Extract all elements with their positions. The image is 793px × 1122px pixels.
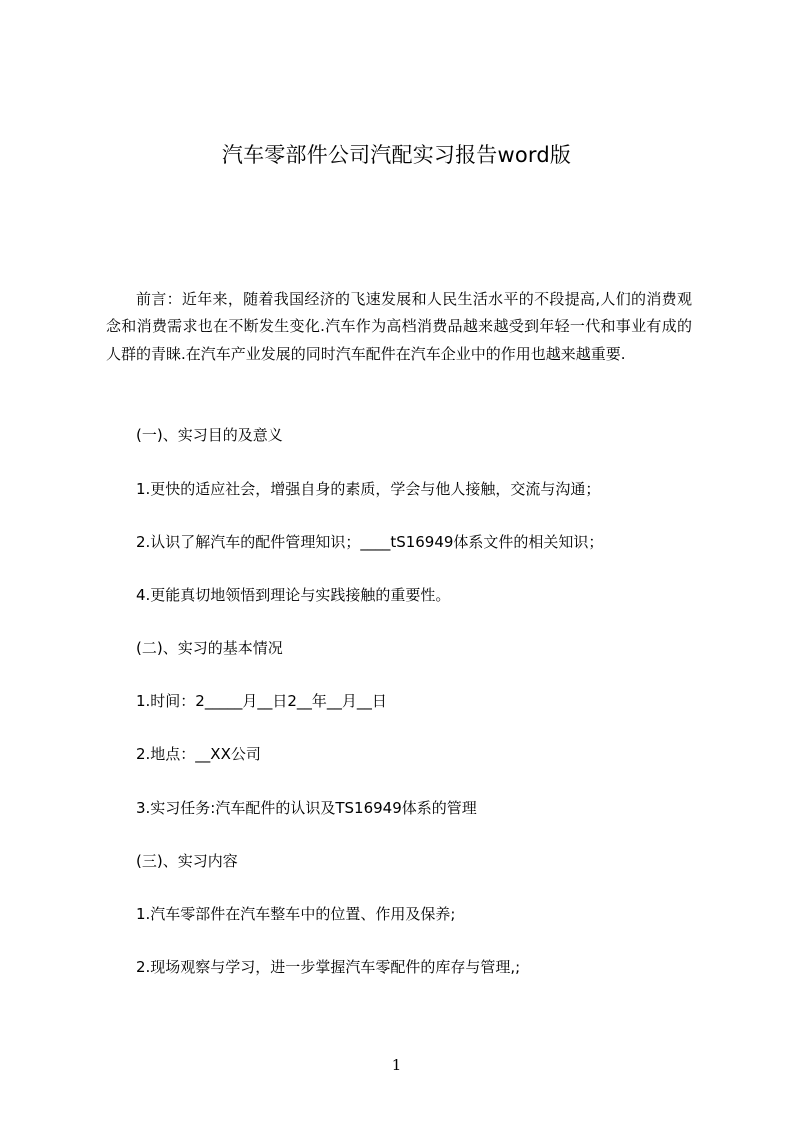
section-heading-content: (三)、实习内容 xyxy=(136,852,238,870)
basic-info-time: 1.时间：2_____月__日2__年__月__日 xyxy=(136,692,387,710)
basic-info-task: 3.实习任务:汽车配件的认识及TS16949体系的管理 xyxy=(136,799,477,817)
purpose-item-2: 2.认识了解汽车的配件管理知识；____tS16949体系文件的相关知识； xyxy=(136,533,604,551)
section-heading-purpose: (一)、实习目的及意义 xyxy=(136,426,283,444)
content-item-1: 1.汽车零部件在汽车整车中的位置、作用及保养; xyxy=(136,905,456,923)
basic-info-location: 2.地点：__XX公司 xyxy=(136,745,261,763)
intro-paragraph: 前言：近年来，随着我国经济的飞速发展和人民生活水平的不段提高,人们的消费观念和消费需求也在不断发生变化.汽车作为高档消费品越来越受到年轻一代和事业有成的人群的青睐.在汽车产业发展的同时汽车配件在汽车企业中的作用也越来越重要. xyxy=(106,290,692,363)
purpose-item-1: 1.更快的适应社会，增强自身的素质，学会与他人接触，交流与沟通； xyxy=(136,480,601,498)
purpose-item-4: 4.更能真切地领悟到理论与实践接触的重要性。 xyxy=(136,586,451,604)
section-heading-basic-info: (二)、实习的基本情况 xyxy=(136,639,283,657)
document-title: 汽车零部件公司汽配实习报告word版 xyxy=(221,143,572,167)
page-number: 1 xyxy=(391,1056,402,1074)
content-item-2: 2.现场观察与学习，进一步掌握汽车零配件的库存与管理,; xyxy=(136,958,521,976)
